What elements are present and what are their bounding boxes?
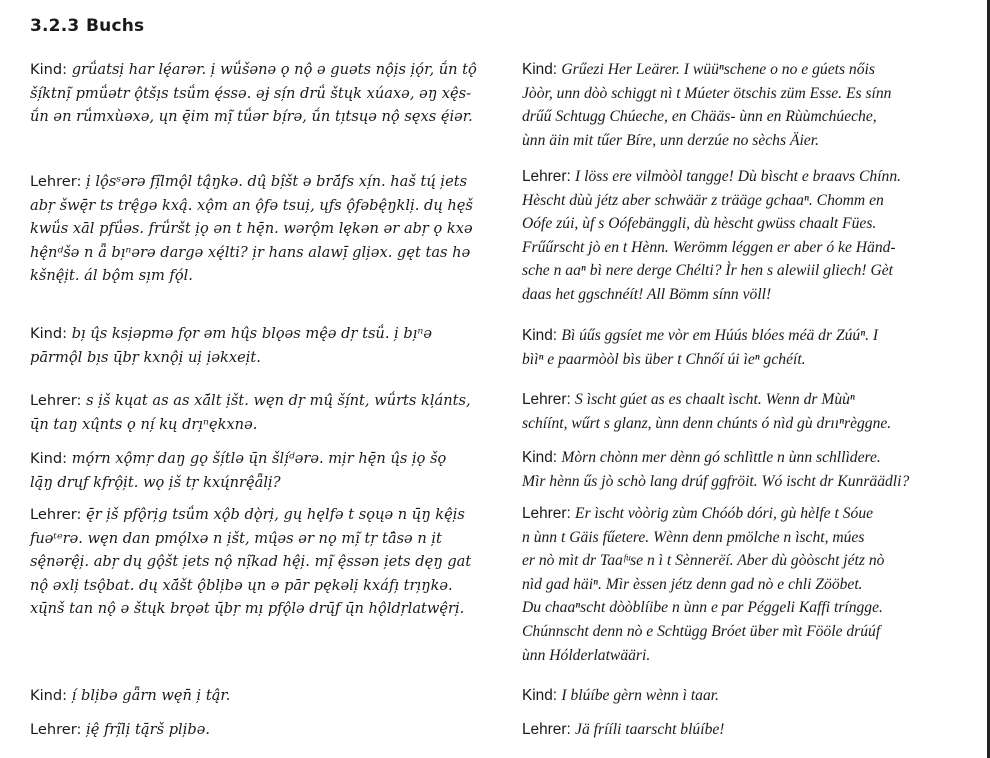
utterance-text: bı̦ ų̂s ksi̦əpmə fǫr əm hų̂s blǫəs mę̂ə dr̦ tsǘ. i̦ bı̦ⁿə — [71, 325, 432, 342]
speaker-label: Lehrer: — [522, 721, 576, 738]
utterance-text: nìd gad häiⁿ. Mìr èssen jétz denn gad nò e chli Zööbet. — [522, 575, 863, 593]
utterance-text: Hèscht dùù jétz aber schwäär z trääge gchaaⁿ. Chomm en — [522, 191, 884, 209]
utterance-text: Jòòr, unn dòò schiggt nì t Múeter ötschis züm Esse. Es sínn — [522, 84, 892, 102]
utterance-text: ṹn ən rǘmxùəxə, ųn ę̄im mı̦̃ tǘər bı̦́rə, ṹn tı̦tsųə nǫ̂ sęxs ę́iər. — [30, 108, 473, 126]
phonetic-turn — [30, 718, 498, 742]
phonetic-turn — [30, 684, 498, 708]
phonetic-turn — [30, 389, 498, 436]
speaker-label: Lehrer: — [30, 392, 87, 409]
utterance-text: daas het ggschnéít! All Bömm sínn völl! — [522, 285, 772, 303]
utterance-text: abr̦ šwę̄r ts trę̂gə kxą̂. xǫ̂m an ǫ̂fə tsui̦, ųfs ǫ̂fəbę̂ŋkli̦. dų hęš — [30, 196, 473, 214]
speaker-label: Lehrer: — [522, 168, 576, 185]
transcript-line — [522, 58, 982, 82]
utterance-text: Frűűrscht jò en t Hènn. Werömm léggen er aber ó ke Händ- — [522, 238, 896, 256]
utterance-text: Er ìscht vòòrig zùm Chóób dóri, gù hèlfe t Sóue — [575, 505, 874, 522]
transcript-line — [522, 236, 982, 260]
transcript-line — [522, 165, 982, 189]
transcript-line — [522, 470, 982, 494]
phonetic-turn — [30, 447, 498, 494]
utterance-text: ı̦́ bli̦bə gǟrn węn̄ i̦ tą̂r. — [71, 687, 231, 704]
transcript-line — [522, 573, 982, 597]
utterance-text: Mìr hènn űs jò schò lang drúf ggfröit. Wó ischt dr Kunräädli? — [522, 472, 910, 490]
orthographic-turn — [522, 165, 982, 307]
transcript-line — [30, 346, 498, 370]
transcript-line — [522, 324, 982, 348]
utterance-text: šı̦́ktnı̦̃ pmǘətr ǫ̂tšı̦s tsǘm ę́ssə. əɉ sı̦́n drǘ štųk xúaxə, əŋ xę̂s- — [30, 84, 472, 102]
utterance-text: kšnę̂i̦t. ál bǫ̂m sı̦m fǫ́l. — [30, 267, 193, 285]
phonetic-turn — [30, 58, 498, 129]
utterance-text: S ìscht gúet as es chaalt ìscht. Wenn dr Mùùⁿ — [575, 391, 855, 408]
transcript-line — [30, 527, 498, 551]
transcript-line — [522, 348, 982, 372]
utterance-text: Jä frííli taarscht blúíbe! — [575, 721, 725, 738]
utterance-text: ę̄r i̦š pfǫ̂ri̦g tsǘm xǫ̂b dǫ̀ri̦, gų hęlfə t sǫųə n ų̄ŋ kę̂i̦s — [86, 506, 465, 523]
transcript-line — [30, 194, 498, 218]
transcript-line — [522, 189, 982, 213]
transcript-line — [522, 526, 982, 550]
utterance-text: Bì úűs ggsíet me vòr em Húús blóes méä dr Zúúⁿ. I — [561, 327, 879, 344]
transcript-line — [30, 471, 498, 495]
transcript-line — [522, 129, 982, 153]
utterance-text: ùnn Hólderlatwääri. — [522, 646, 651, 664]
speaker-label: Kind: — [522, 449, 562, 466]
utterance-text: n ùnn t Gäis fűetere. Wènn denn pmölche n ìscht, múes — [522, 528, 865, 546]
transcript-line — [30, 170, 498, 194]
speaker-label: Kind: — [522, 687, 562, 704]
transcript-line — [522, 502, 982, 526]
speaker-label: Lehrer: — [522, 391, 576, 408]
utterance-text: sę̂nərę̂i̦. abr̦ dų gǫ̂št i̦ets nǫ̂ nı̦̃kad hę̂i̦. mı̦̃ ę̂ssən i̦ets dęŋ gat — [30, 553, 472, 571]
utterance-text: ùnn äin mit tűer Bíre, unn derzúe no sèchs Äier. — [522, 131, 819, 149]
transcript-line — [522, 718, 982, 742]
orthographic-turn — [522, 324, 982, 371]
speaker-label: Lehrer: — [30, 721, 87, 738]
transcript-line — [522, 684, 982, 708]
utterance-text: I löss ere vilmòòl tangge! Dù bìscht e braavs Chínn. — [575, 168, 902, 185]
speaker-label: Lehrer: — [30, 506, 87, 523]
utterance-text: Du chaaⁿscht dòòblíibe n ùnn e par Péggeli Kaffi tríngge. — [522, 599, 883, 617]
transcript-line — [522, 446, 982, 470]
transcript-line — [30, 105, 498, 129]
utterance-text: fuəᵗᵉrə. węn dan pmǫ́lxə n i̦št, mų̂əs ər nǫ mı̦̃ tr̦ tā̂sə n i̦t — [30, 529, 442, 547]
transcript-line — [30, 241, 498, 265]
utterance-text: ų̄n taŋ xų̂nts ǫ nı̦́ kų drı̦ⁿękxnə. — [30, 415, 258, 433]
speaker-label: Lehrer: — [30, 173, 87, 190]
speaker-label: Kind: — [30, 687, 72, 704]
utterance-text: mǫ́rn xǫ̂mr̦ daŋ gǫ ší̦tlə ų̄n šlı̦́ᵈərə. mi̦r hę̄n ų̂s i̦ǫ šǫ — [71, 450, 447, 467]
speaker-label: Kind: — [30, 61, 72, 78]
orthographic-turn — [522, 684, 982, 708]
utterance-text: i̦ę̂ frı̦̃li̦ tą̄rš pli̦bə. — [86, 721, 210, 738]
utterance-text: Oófe zúi, ùf s Oófebänggli, dù hèscht gwüss chaalt Fües. — [522, 215, 877, 233]
section-heading — [30, 16, 144, 36]
transcript-line — [522, 212, 982, 236]
section-number: 3.2.3 — [30, 16, 80, 36]
orthographic-turn — [522, 718, 982, 742]
utterance-text: grǘatsi̦ har lę́arər. i̦ wǘšənə ǫ nǫ̂ ə guəts nǫ̂i̦s i̦ǫ́r, ṹn tǫ̂ — [71, 61, 477, 78]
transcript-line — [30, 550, 498, 574]
orthographic-turn — [522, 58, 982, 152]
transcript-line — [522, 388, 982, 412]
utterance-text: hę̂nᵈšə n ǟ bı̦ⁿərə dargə xę́lti? i̦r hans alawı̦̄ gli̦əx. gęt tas hə — [30, 243, 471, 261]
speaker-label: Kind: — [30, 450, 72, 467]
transcript-line — [522, 596, 982, 620]
utterance-text: bììⁿ e paarmòòl bìs über t Chnőí úi ìeⁿ gchéít. — [522, 350, 806, 368]
utterance-text: I blúíbe gèrn wènn ì taar. — [561, 687, 720, 704]
transcript-line — [522, 82, 982, 106]
transcript-line — [30, 264, 498, 288]
utterance-text: nǫ̂ əxli̦ tsǫ̂bat. dų xā́št ǫ̂bli̦bə ųn ə pār pękəli̦ kxáfı̦ trı̦ŋkə. — [30, 576, 453, 594]
transcript-line — [30, 389, 498, 413]
transcript-line — [30, 718, 498, 742]
utterance-text: s i̦š kųat as as xā́lt i̦št. węn dr̦ mų̂ šı̦́nt, wǘrts kļánts, — [86, 392, 471, 409]
transcript-line — [522, 105, 982, 129]
transcript-line — [522, 620, 982, 644]
utterance-text: pārmǫ̂l bı̦s ų̄br̦ kxnǫ̂i̦ ui̦ i̦əkxei̦t. — [30, 348, 261, 366]
utterance-text: sche n aaⁿ bì nere derge Chélti? Ìr hen s alewiil gliech! Gèt — [522, 262, 893, 280]
transcript-line — [30, 322, 498, 346]
transcript-line — [522, 644, 982, 668]
utterance-text: kwǘs xāl pfǘəs. frǘršt i̦ǫ ən t hę̄n. wərǫ̂m lękən ər abr̦ ǫ kxə — [30, 220, 473, 238]
orthographic-turn — [522, 446, 982, 493]
transcript-line — [30, 82, 498, 106]
speaker-label: Kind: — [522, 327, 562, 344]
utterance-text: er nò mìt dr Taaᶠᵘse n ì t Sènnerëí. Aber dù gòòscht jétz nò — [522, 552, 885, 570]
phonetic-turn — [30, 170, 498, 288]
utterance-text: Grűezi Her Leärer. I wüüⁿschene o no e gúets nőis — [561, 61, 875, 78]
section-title: Buchs — [86, 16, 145, 36]
speaker-label: Lehrer: — [522, 505, 576, 522]
utterance-text: Mòrn chònn mer dènn gó schlìttle n ùnn schllìdere. — [561, 449, 881, 466]
speaker-label: Kind: — [522, 61, 562, 78]
utterance-text: drűű Schtugg Chúeche, en Chääs- ùnn en Rùùmchúeche, — [522, 108, 877, 126]
transcript-line — [30, 503, 498, 527]
transcript-line — [30, 58, 498, 82]
utterance-text: xų̄nš tan nǫ̂ ə štųk brǫət ų̄br̦ mı̦ pfǫ̂lə drų̄f ų̄n hǫ̂ldr̦latwę̂ri̦. — [30, 600, 465, 618]
utterance-text: Chúnnscht denn nò e Schtügg Bróet über mìt Fööle drúúf — [522, 622, 881, 640]
transcript-line — [522, 549, 982, 573]
transcript-line — [30, 413, 498, 437]
transcript-line — [30, 597, 498, 621]
transcript-line — [522, 412, 982, 436]
phonetic-turn — [30, 503, 498, 621]
orthographic-turn — [522, 388, 982, 435]
utterance-text: i̦ lǫ̂sˢərə fı̦̃lmǫ̂l tą̂ŋkə. dų̂ bı̦̂št ə brā́fs xı̦́n. haš tų́ i̦ets — [86, 173, 468, 190]
phonetic-turn — [30, 322, 498, 369]
transcript-line — [522, 283, 982, 307]
transcript-line — [30, 574, 498, 598]
transcript-line — [30, 447, 498, 471]
transcript-line — [30, 217, 498, 241]
speaker-label: Kind: — [30, 325, 72, 342]
orthographic-turn — [522, 502, 982, 667]
utterance-text: lą̄ŋ drųf kfrǫ̂i̦t. wǫ i̦š tr̦ kxų́nrę̂ǟli̦? — [30, 473, 281, 491]
utterance-text: schíínt, wűrt s glanz, ùnn denn chúnts ó nìd gù drııⁿrèggne. — [522, 414, 892, 432]
transcript-line — [30, 684, 498, 708]
transcript-line — [522, 259, 982, 283]
